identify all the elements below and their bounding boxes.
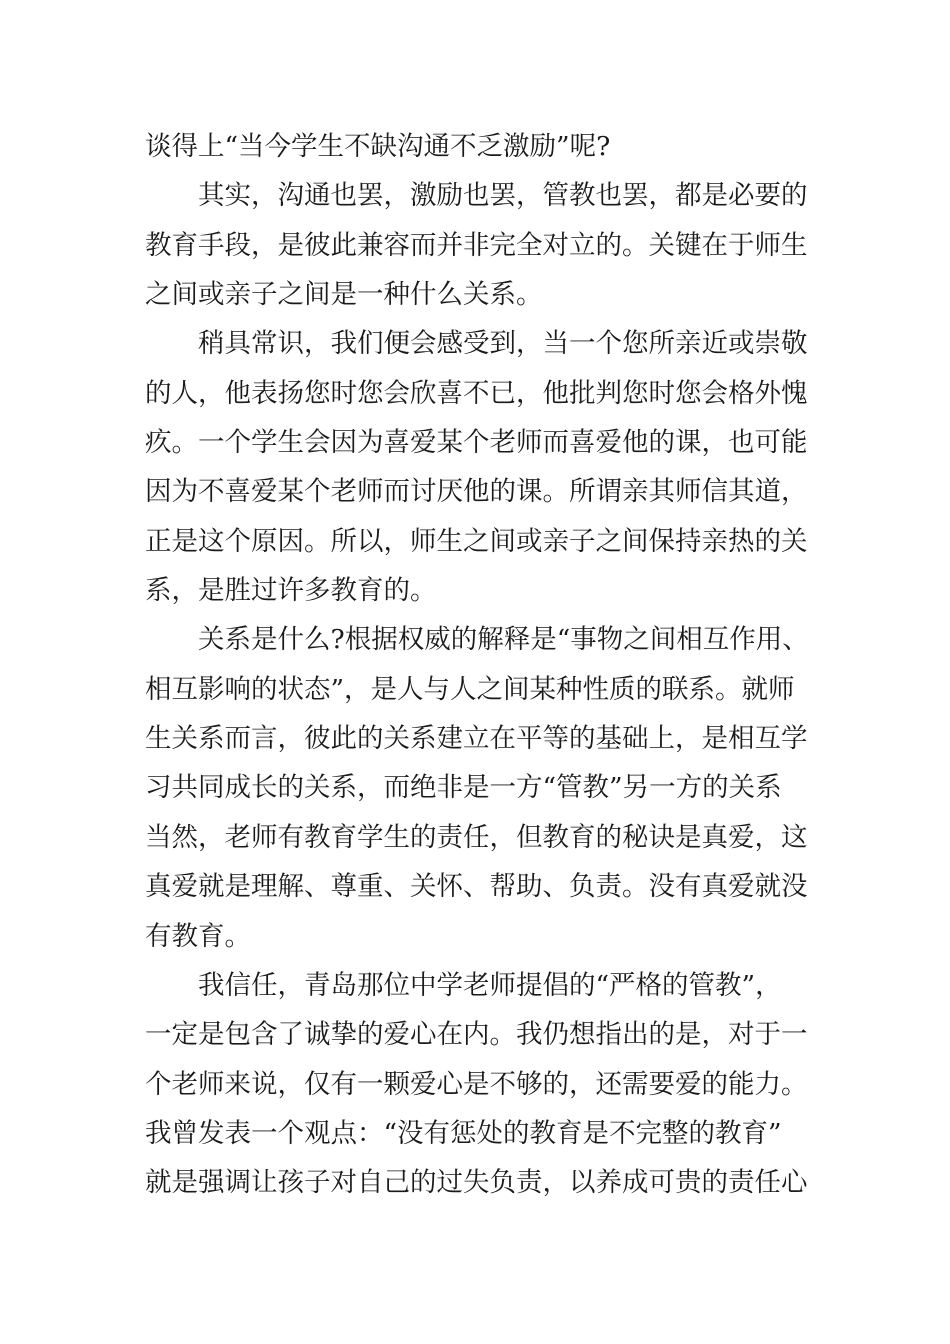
text-line: 当然，老师有教育学生的责任，但教育的秘诀是真爱，这: [145, 821, 808, 853]
text-line: 谈得上“当今学生不缺沟通不乏激励”呢?: [145, 131, 611, 162]
text-line: 我曾发表一个观点：“没有惩处的教育是不完整的教育”: [145, 1117, 782, 1149]
text-line: 生关系而言，彼此的关系建立在平等的基础上，是相互学: [145, 723, 808, 755]
text-line: 真爱就是理解、尊重、关怀、帮助、负责。没有真爱就没: [145, 871, 808, 903]
text-line: 有教育。: [145, 920, 251, 952]
text-line: 疚。一个学生会因为喜爱某个老师而喜爱他的课，也可能: [145, 427, 808, 459]
text-line: 一定是包含了诚挚的爱心在内。我仍想指出的是，对于一: [145, 1019, 808, 1051]
text-line: 我信任，青岛那位中学老师提倡的“严格的管教”，: [198, 969, 782, 1001]
text-line: 系，是胜过许多教育的。: [145, 575, 437, 607]
text-line: 的人，他表扬您时您会欣喜不已，他批判您时您会格外愧: [145, 377, 808, 409]
text-line: 关系是什么?根据权威的解释是“事物之间相互作用、: [198, 624, 809, 656]
text-line: 个老师来说，仅有一颗爱心是不够的，还需要爱的能力。: [145, 1068, 808, 1100]
text-line: 其实，沟通也罢，激励也罢，管教也罢，都是必要的: [198, 180, 808, 212]
text-line: 因为不喜爱某个老师而讨厌他的课。所谓亲其师信其道，: [145, 476, 808, 508]
text-line: 正是这个原因。所以，师生之间或亲子之间保持亲热的关: [145, 525, 808, 557]
text-line: 稍具常识，我们便会感受到，当一个您所亲近或崇敬: [198, 328, 808, 360]
text-line: 相互影响的状态”，是人与人之间某种性质的联系。就师: [145, 673, 795, 705]
text-line: 教育手段，是彼此兼容而并非完全对立的。关键在于师生: [145, 229, 808, 261]
text-line: 之间或亲子之间是一种什么关系。: [145, 279, 543, 311]
text-line: 习共同成长的关系，而绝非是一方“管教”另一方的关系: [145, 772, 782, 804]
document-body: [145, 122, 815, 1208]
text-line: 就是强调让孩子对自己的过失负责，以养成可贵的责任心: [145, 1167, 808, 1199]
